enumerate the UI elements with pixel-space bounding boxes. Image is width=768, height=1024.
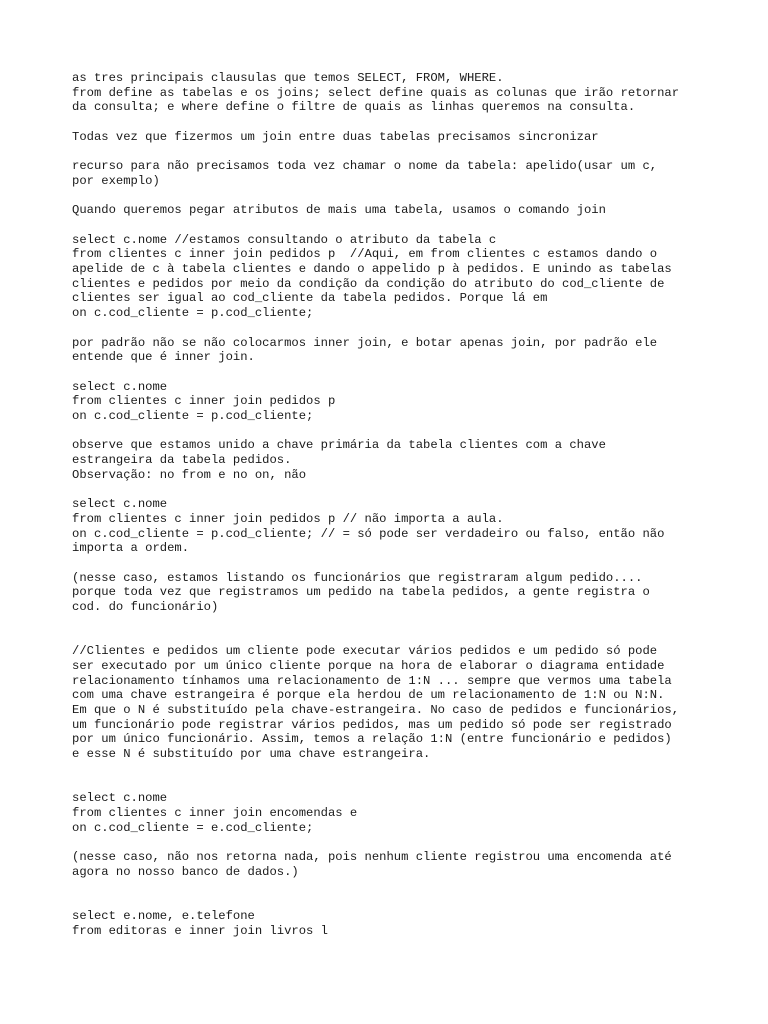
- text-line: (nesse caso, não nos retorna nada, pois nenhum cliente registrou uma encomenda até: [72, 850, 672, 865]
- text-line: [72, 556, 732, 571]
- text-line: [72, 218, 732, 233]
- text-line: Em que o N é substituído pela chave-estrangeira. No caso de pedidos e funcionários,: [72, 703, 680, 718]
- text-line: on c.cod_cliente = e.cod_cliente;: [72, 820, 314, 835]
- text-line: Observação: no from e no on, não: [72, 467, 307, 482]
- text-line: [72, 189, 732, 204]
- text-line: clientes e pedidos por meio da condição da condição do atributo do cod_cliente de: [72, 276, 665, 291]
- text-line: select e.nome, e.telefone: [72, 908, 255, 923]
- text-line: from define as tabelas e os joins; select define quais as colunas que irão retornar: [72, 85, 680, 100]
- text-line: from clientes c inner join pedidos p // não importa a aula.: [72, 511, 504, 526]
- text-line: [72, 424, 732, 439]
- text-line: estrangeira da tabela pedidos.: [72, 453, 292, 468]
- document-page: [72, 71, 732, 938]
- text-line: entende que é inner join.: [72, 350, 255, 365]
- text-line: por exemplo): [72, 173, 160, 188]
- text-line: observe que estamos unido a chave primária da tabela clientes com a chave: [72, 438, 606, 453]
- text-line: from clientes c inner join pedidos p: [72, 394, 336, 409]
- text-line: cod. do funcionário): [72, 600, 219, 615]
- text-line: recurso para não precisamos toda vez chamar o nome da tabela: apelido(usar um c,: [72, 159, 658, 174]
- text-line: relacionamento tínhamos uma relacionamento de 1:N ... sempre que vermos uma tabela: [72, 673, 672, 688]
- text-line: da consulta; e where define o filtre de quais as linhas queremos na consulta.: [72, 100, 636, 115]
- text-line: [72, 762, 732, 777]
- text-line: [72, 630, 732, 645]
- text-line: [72, 145, 732, 160]
- text-line: [72, 777, 732, 792]
- text-line: [72, 483, 732, 498]
- text-line: [72, 835, 732, 850]
- text-line: por padrão não se não colocarmos inner join, e botar apenas join, por padrão ele: [72, 335, 658, 350]
- text-line: clientes ser igual ao cod_cliente da tabela pedidos. Porque lá em: [72, 291, 548, 306]
- text-line: [72, 365, 732, 380]
- text-line: [72, 615, 732, 630]
- text-line: com uma chave estrangeira é porque ela herdou de um relacionamento de 1:N ou N:N.: [72, 688, 665, 703]
- text-line: por um único funcionário. Assim, temos a relação 1:N (entre funcionário e pedidos): [72, 732, 672, 747]
- text-line: on c.cod_cliente = p.cod_cliente;: [72, 409, 314, 424]
- text-line: on c.cod_cliente = p.cod_cliente;: [72, 306, 314, 321]
- text-line: select c.nome //estamos consultando o atributo da tabela c: [72, 232, 497, 247]
- text-line: //Clientes e pedidos um cliente pode executar vários pedidos e um pedido só pode: [72, 644, 658, 659]
- text-line: porque toda vez que registramos um pedido na tabela pedidos, a gente registra o: [72, 585, 650, 600]
- text-line: on c.cod_cliente = p.cod_cliente; // = só pode ser verdadeiro ou falso, então não: [72, 526, 665, 541]
- text-line: select c.nome: [72, 379, 168, 394]
- text-line: from clientes c inner join pedidos p //Aqui, em from clientes c estamos dando o: [72, 247, 658, 262]
- text-line: select c.nome: [72, 497, 168, 512]
- text-line: um funcionário pode registrar vários pedidos, mas um pedido só pode ser registrado: [72, 717, 672, 732]
- text-line: [72, 894, 732, 909]
- text-line: from clientes c inner join encomendas e: [72, 805, 358, 820]
- text-line: agora no nosso banco de dados.): [72, 864, 299, 879]
- text-line: [72, 321, 732, 336]
- text-line: as tres principais clausulas que temos SELECT, FROM, WHERE.: [72, 71, 504, 85]
- text-line: e esse N é substituído por uma chave estrangeira.: [72, 747, 431, 762]
- text-line: Todas vez que fizermos um join entre duas tabelas precisamos sincronizar: [72, 129, 599, 144]
- text-line: Quando queremos pegar atributos de mais uma tabela, usamos o comando join: [72, 203, 606, 218]
- text-line: [72, 115, 732, 130]
- text-line: (nesse caso, estamos listando os funcionários que registraram algum pedido....: [72, 570, 643, 585]
- text-line: [72, 879, 732, 894]
- text-line: select c.nome: [72, 791, 168, 806]
- text-line: apelide de c à tabela clientes e dando o appelido p à pedidos. E unindo as tabelas: [72, 262, 672, 277]
- text-line: importa a ordem.: [72, 541, 190, 556]
- text-line: ser executado por um único cliente porque na hora de elaborar o diagrama entidade: [72, 658, 665, 673]
- text-line: from editoras e inner join livros l: [72, 923, 328, 938]
